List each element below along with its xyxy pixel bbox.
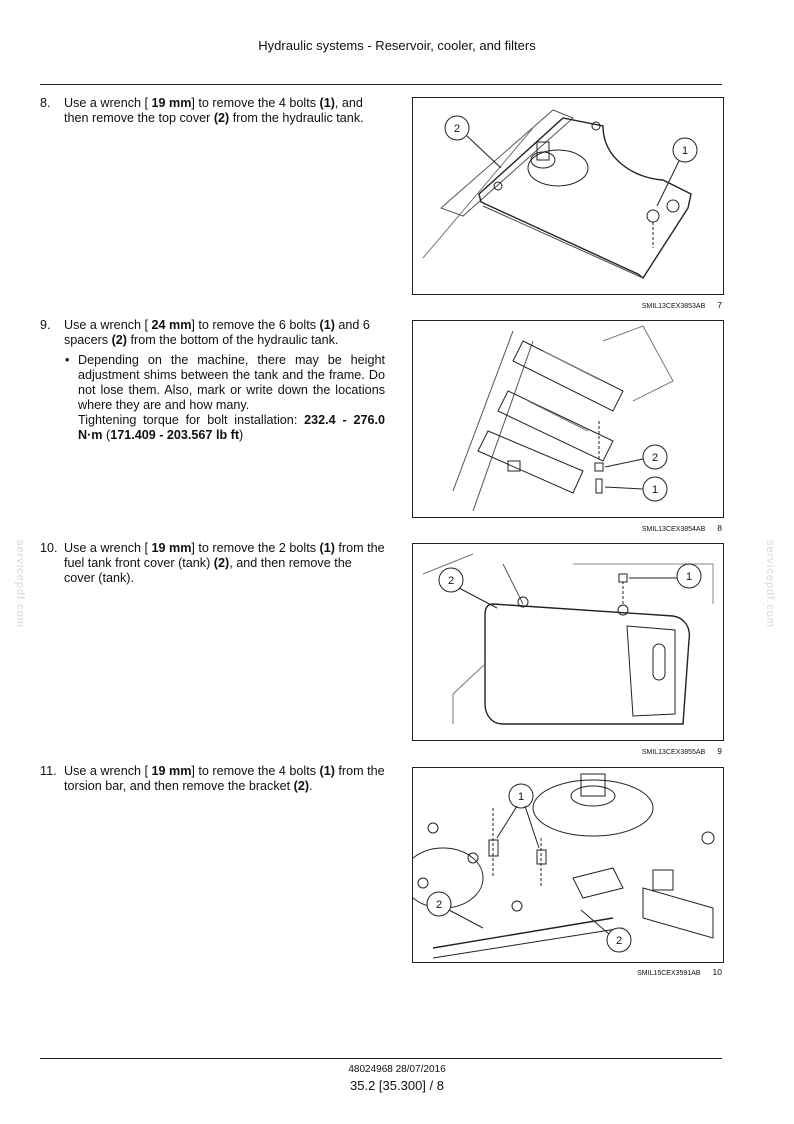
torque-metric: 232.4 - 276.0 N·m: [78, 413, 386, 442]
callout-2: 2: [615, 935, 623, 947]
figure-7-caption: [412, 300, 722, 310]
footer-doc-id: 48024968 28/07/2016: [348, 1064, 446, 1075]
figure-7-illustration: [412, 97, 724, 295]
callout-1: 1: [517, 791, 525, 803]
step-text: Use a wrench [ 19 mm] to remove the 4 bolts (1), and then remove the top cover (2) from the hydraulic tank.: [64, 96, 364, 125]
figure-number: 8: [717, 523, 722, 533]
step-9: [40, 318, 385, 443]
step-text: Use a wrench [ 19 mm] to remove the 2 bolts (1) from the fuel tank front cover (tank) (2), and then remove the cover (tank).: [64, 541, 385, 585]
header-rule: [40, 84, 722, 85]
page-header-title: Hydraulic systems - Reservoir, cooler, and filters: [258, 38, 536, 53]
step-number: 10.: [40, 541, 58, 555]
callout-2: 2: [447, 575, 455, 587]
callout-1: 1: [681, 145, 689, 157]
watermark-right: servicepdf.com: [764, 540, 776, 628]
step-8: [40, 96, 385, 126]
figure-10-illustration: [412, 767, 724, 963]
figure-code: SMIL13CEX3853AB: [641, 303, 706, 310]
callout-2: 2: [435, 899, 443, 911]
watermark-left: servicepdf.com: [14, 540, 26, 628]
figure-8-illustration: [412, 320, 724, 518]
figure-code: SMIL15CEX3591AB: [637, 970, 701, 977]
callout-1: 1: [651, 484, 659, 496]
torque-imperial: 171.409 - 203.567 lb ft: [110, 428, 240, 442]
note-text: Depending on the machine, there may be height adjustment shims between the tank and the frame. Do not lose them. Also, mark or write down the locations where they are and how many.: [78, 353, 385, 412]
bullet-symbol: •: [65, 353, 70, 367]
figure-9-illustration: [412, 543, 724, 741]
figure-code: SMIL13CEX3855AB: [641, 749, 706, 756]
figure-number: 9: [717, 746, 722, 756]
step-11: [40, 764, 385, 794]
figure-8-caption: [412, 523, 722, 533]
callout-1: 1: [685, 571, 693, 583]
step-number: 8.: [40, 96, 51, 110]
figure-number: 10: [712, 967, 722, 977]
callout-2: 2: [651, 452, 659, 464]
callout-2: 2: [453, 123, 461, 135]
step-10: [40, 541, 385, 586]
step-text: Use a wrench [ 24 mm] to remove the 6 bolts (1) and 6 spacers (2) from the bottom of the hydraulic tank.: [64, 318, 370, 347]
step-note: • Depending on the machine, there may be height adjustment shims between the tank and the frame. Do not lose them. Also, mark or write down the locations where they are and how many. Tightening torque for bolt installation: 232.4 - 276.0 N·m (171.409 - 203.567 lb ft): [65, 353, 386, 442]
step-text: Use a wrench [ 19 mm] to remove the 4 bolts (1) from the torsion bar, and then remove the bracket (2).: [64, 764, 385, 793]
step-number: 9.: [40, 318, 51, 332]
torque-label: Tightening torque for bolt installation:: [78, 413, 298, 427]
footer-rule: [40, 1058, 722, 1059]
step-number: 11.: [40, 764, 57, 778]
figure-code: SMIL13CEX3854AB: [641, 526, 706, 533]
figure-number: 7: [717, 300, 722, 310]
figure-10-caption: [412, 967, 722, 977]
footer-page-number: 35.2 [35.300] / 8: [350, 1078, 444, 1093]
figure-9-caption: [412, 746, 722, 756]
